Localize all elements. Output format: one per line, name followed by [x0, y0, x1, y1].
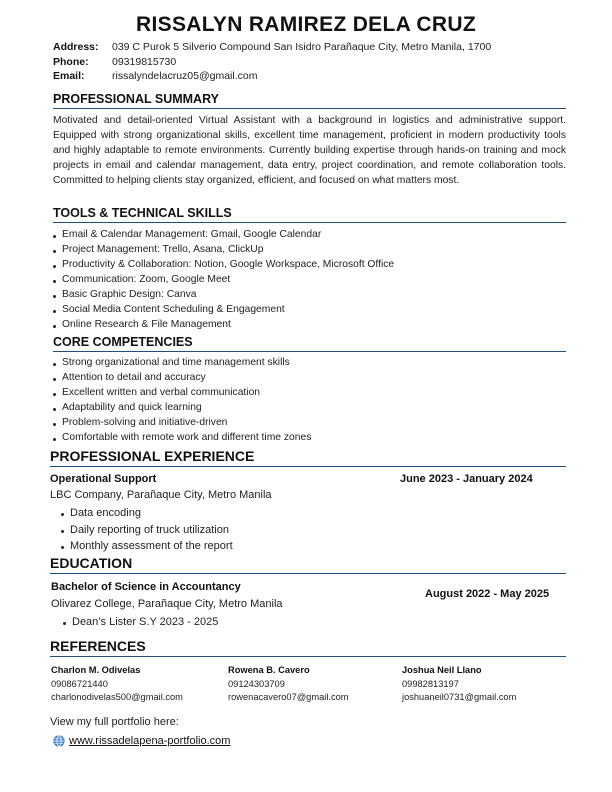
reference-name: Rowena B. Cavero: [228, 665, 310, 675]
reference-phone: 09086721440: [51, 678, 108, 689]
education-list: [60, 614, 218, 630]
references-heading: REFERENCES: [50, 638, 566, 657]
email-label: Email:: [53, 70, 85, 83]
list-item: Productivity & Collaboration: Notion, Google Workspace, Microsoft Office: [50, 257, 394, 272]
globe-icon: [53, 735, 65, 747]
portfolio-link-row: [53, 735, 230, 747]
email-value: rissalyndelacruz05@gmail.com: [112, 70, 258, 83]
portfolio-label: View my full portfolio here:: [50, 716, 179, 728]
list-item: Excellent written and verbal communication: [50, 385, 311, 400]
job-title: Operational Support: [50, 473, 157, 485]
education-degree: Bachelor of Science in Accountancy: [51, 581, 241, 593]
portfolio-link[interactable]: www.rissadelapena-portfolio.com: [69, 735, 231, 747]
list-item: Social Media Content Scheduling & Engagement: [50, 302, 394, 317]
competencies-heading: CORE COMPETENCIES: [53, 335, 566, 352]
list-item: Basic Graphic Design: Canva: [50, 287, 394, 302]
phone-value: 09319815730: [112, 55, 177, 68]
job-company: LBC Company, Parañaque City, Metro Manila: [50, 489, 272, 501]
skills-list: [50, 227, 394, 332]
competencies-list: [50, 355, 311, 445]
education-school: Olivarez College, Parañaque City, Metro Manila: [51, 598, 283, 610]
list-item: Project Management: Trello, Asana, ClickUp: [50, 242, 394, 257]
reference-phone: 09124303709: [228, 678, 285, 689]
reference-card: [402, 664, 516, 705]
phone-row: [53, 55, 491, 70]
contact-block: [53, 40, 491, 84]
reference-card: [51, 664, 183, 705]
reference-email: joshuaneil0731@gmail.com: [402, 692, 517, 702]
experience-list: [58, 505, 233, 555]
list-item: Communication: Zoom, Google Meet: [50, 272, 394, 287]
candidate-name: RISSALYN RAMIREZ DELA CRUZ: [136, 13, 476, 36]
summary-text: Motivated and detail-oriented Virtual Assistant with a background in logistics and administrative support. Equipped with strong organizational skills, excellent time management, proficient in modern productivity tools and highly adaptable to remote environments. Currently building expertise through hands-on training and mock projects in email and calendar management, data entry, project coordination, and remote collaboration tools. Committed to helping clients stay organized, efficient, and focused on what matters most.: [53, 115, 566, 186]
reference-email: rowenacavero07@gmail.com: [228, 692, 349, 702]
list-item: Data encoding: [58, 505, 233, 522]
list-item: Adaptability and quick learning: [50, 400, 311, 415]
email-row: [53, 69, 491, 84]
list-item: Monthly assessment of the report: [58, 538, 233, 555]
address-label: Address:: [53, 41, 99, 53]
job-dates: June 2023 - January 2024: [400, 473, 533, 485]
phone-label: Phone:: [53, 55, 89, 68]
reference-email: charlonodivelas500@gmail.com: [51, 692, 183, 702]
list-item: Attention to detail and accuracy: [50, 370, 311, 385]
address-value: 039 C Purok 5 Silverio Compound San Isidro Parañaque City, Metro Manila, 1700: [112, 41, 492, 53]
list-item: Comfortable with remote work and different time zones: [50, 430, 311, 445]
reference-phone: 09982813197: [402, 678, 459, 689]
education-dates: August 2022 - May 2025: [425, 588, 550, 600]
address-row: [53, 40, 491, 55]
list-item: Daily reporting of truck utilization: [58, 522, 233, 539]
list-item: Problem-solving and initiative-driven: [50, 415, 311, 430]
summary-heading: PROFESSIONAL SUMMARY: [53, 92, 566, 109]
reference-card: [228, 664, 349, 705]
reference-name: Charlon M. Odivelas: [51, 665, 141, 675]
list-item: Email & Calendar Management: Gmail, Google Calendar: [50, 227, 394, 242]
education-heading: EDUCATION: [50, 555, 566, 574]
experience-heading: PROFESSIONAL EXPERIENCE: [50, 448, 566, 467]
list-item: Strong organizational and time management skills: [50, 355, 311, 370]
skills-heading: TOOLS & TECHNICAL SKILLS: [53, 206, 566, 223]
list-item: Dean’s Lister S.Y 2023 - 2025: [60, 614, 218, 630]
reference-name: Joshua Neil Llano: [402, 665, 482, 675]
list-item: Online Research & File Management: [50, 317, 394, 332]
